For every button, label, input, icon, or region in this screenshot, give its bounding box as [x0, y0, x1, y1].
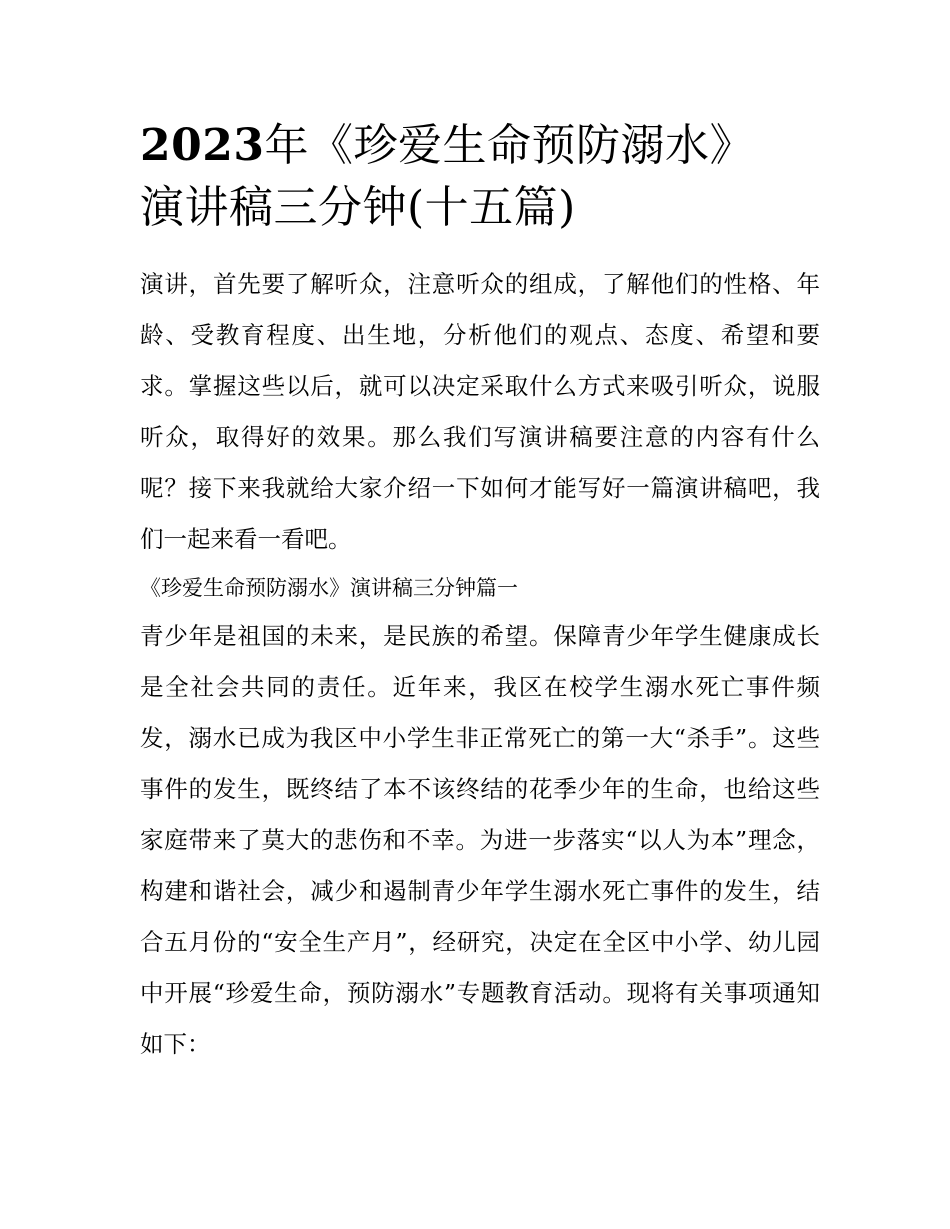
section-heading: 《珍爱生命预防溺水》演讲稿三分钟篇一 — [140, 576, 518, 600]
intro-paragraph: 演讲，首先要了解听众，注意听众的组成，了解他们的性格、年龄、受教育程度、出生地，分析他们的观点、态度、希望和要求。掌握这些以后，就可以决定采取什么方式来吸引听众，说服听众，取得好的效果。那么我们写演讲稿要注意的内容有什么呢？接下来我就给大家介绍一下如何才能写好一篇演讲稿吧，我们一起来看一看吧。 — [140, 270, 820, 553]
document-title-line2: 演讲稿三分钟(十五篇) — [140, 182, 576, 233]
title-year: 2023 — [140, 120, 265, 171]
title-text: 年《珍爱生命预防溺水》 — [264, 120, 754, 171]
body-paragraph: 青少年是祖国的未来，是民族的希望。保障青少年学生健康成长是全社会共同的责任。近年来，我区在校学生溺水死亡事件频发，溺水已成为我区中小学生非正常死亡的第一大“杀手”。这些事件的发生，既终结了本不该终结的花季少年的生命，也给这些家庭带来了莫大的悲伤和不幸。为进一步落实“以人为本”理念，构建和谐社会，减少和遏制青少年学生溺水死亡事件的发生，结合五月份的“安全生产月”，经研究，决定在全区中小学、幼儿园中开展“珍爱生命，预防溺水”专题教育活动。现将有关事项通知如下： — [140, 622, 820, 1058]
document-page — [140, 115, 820, 1070]
document-title — [140, 115, 820, 177]
